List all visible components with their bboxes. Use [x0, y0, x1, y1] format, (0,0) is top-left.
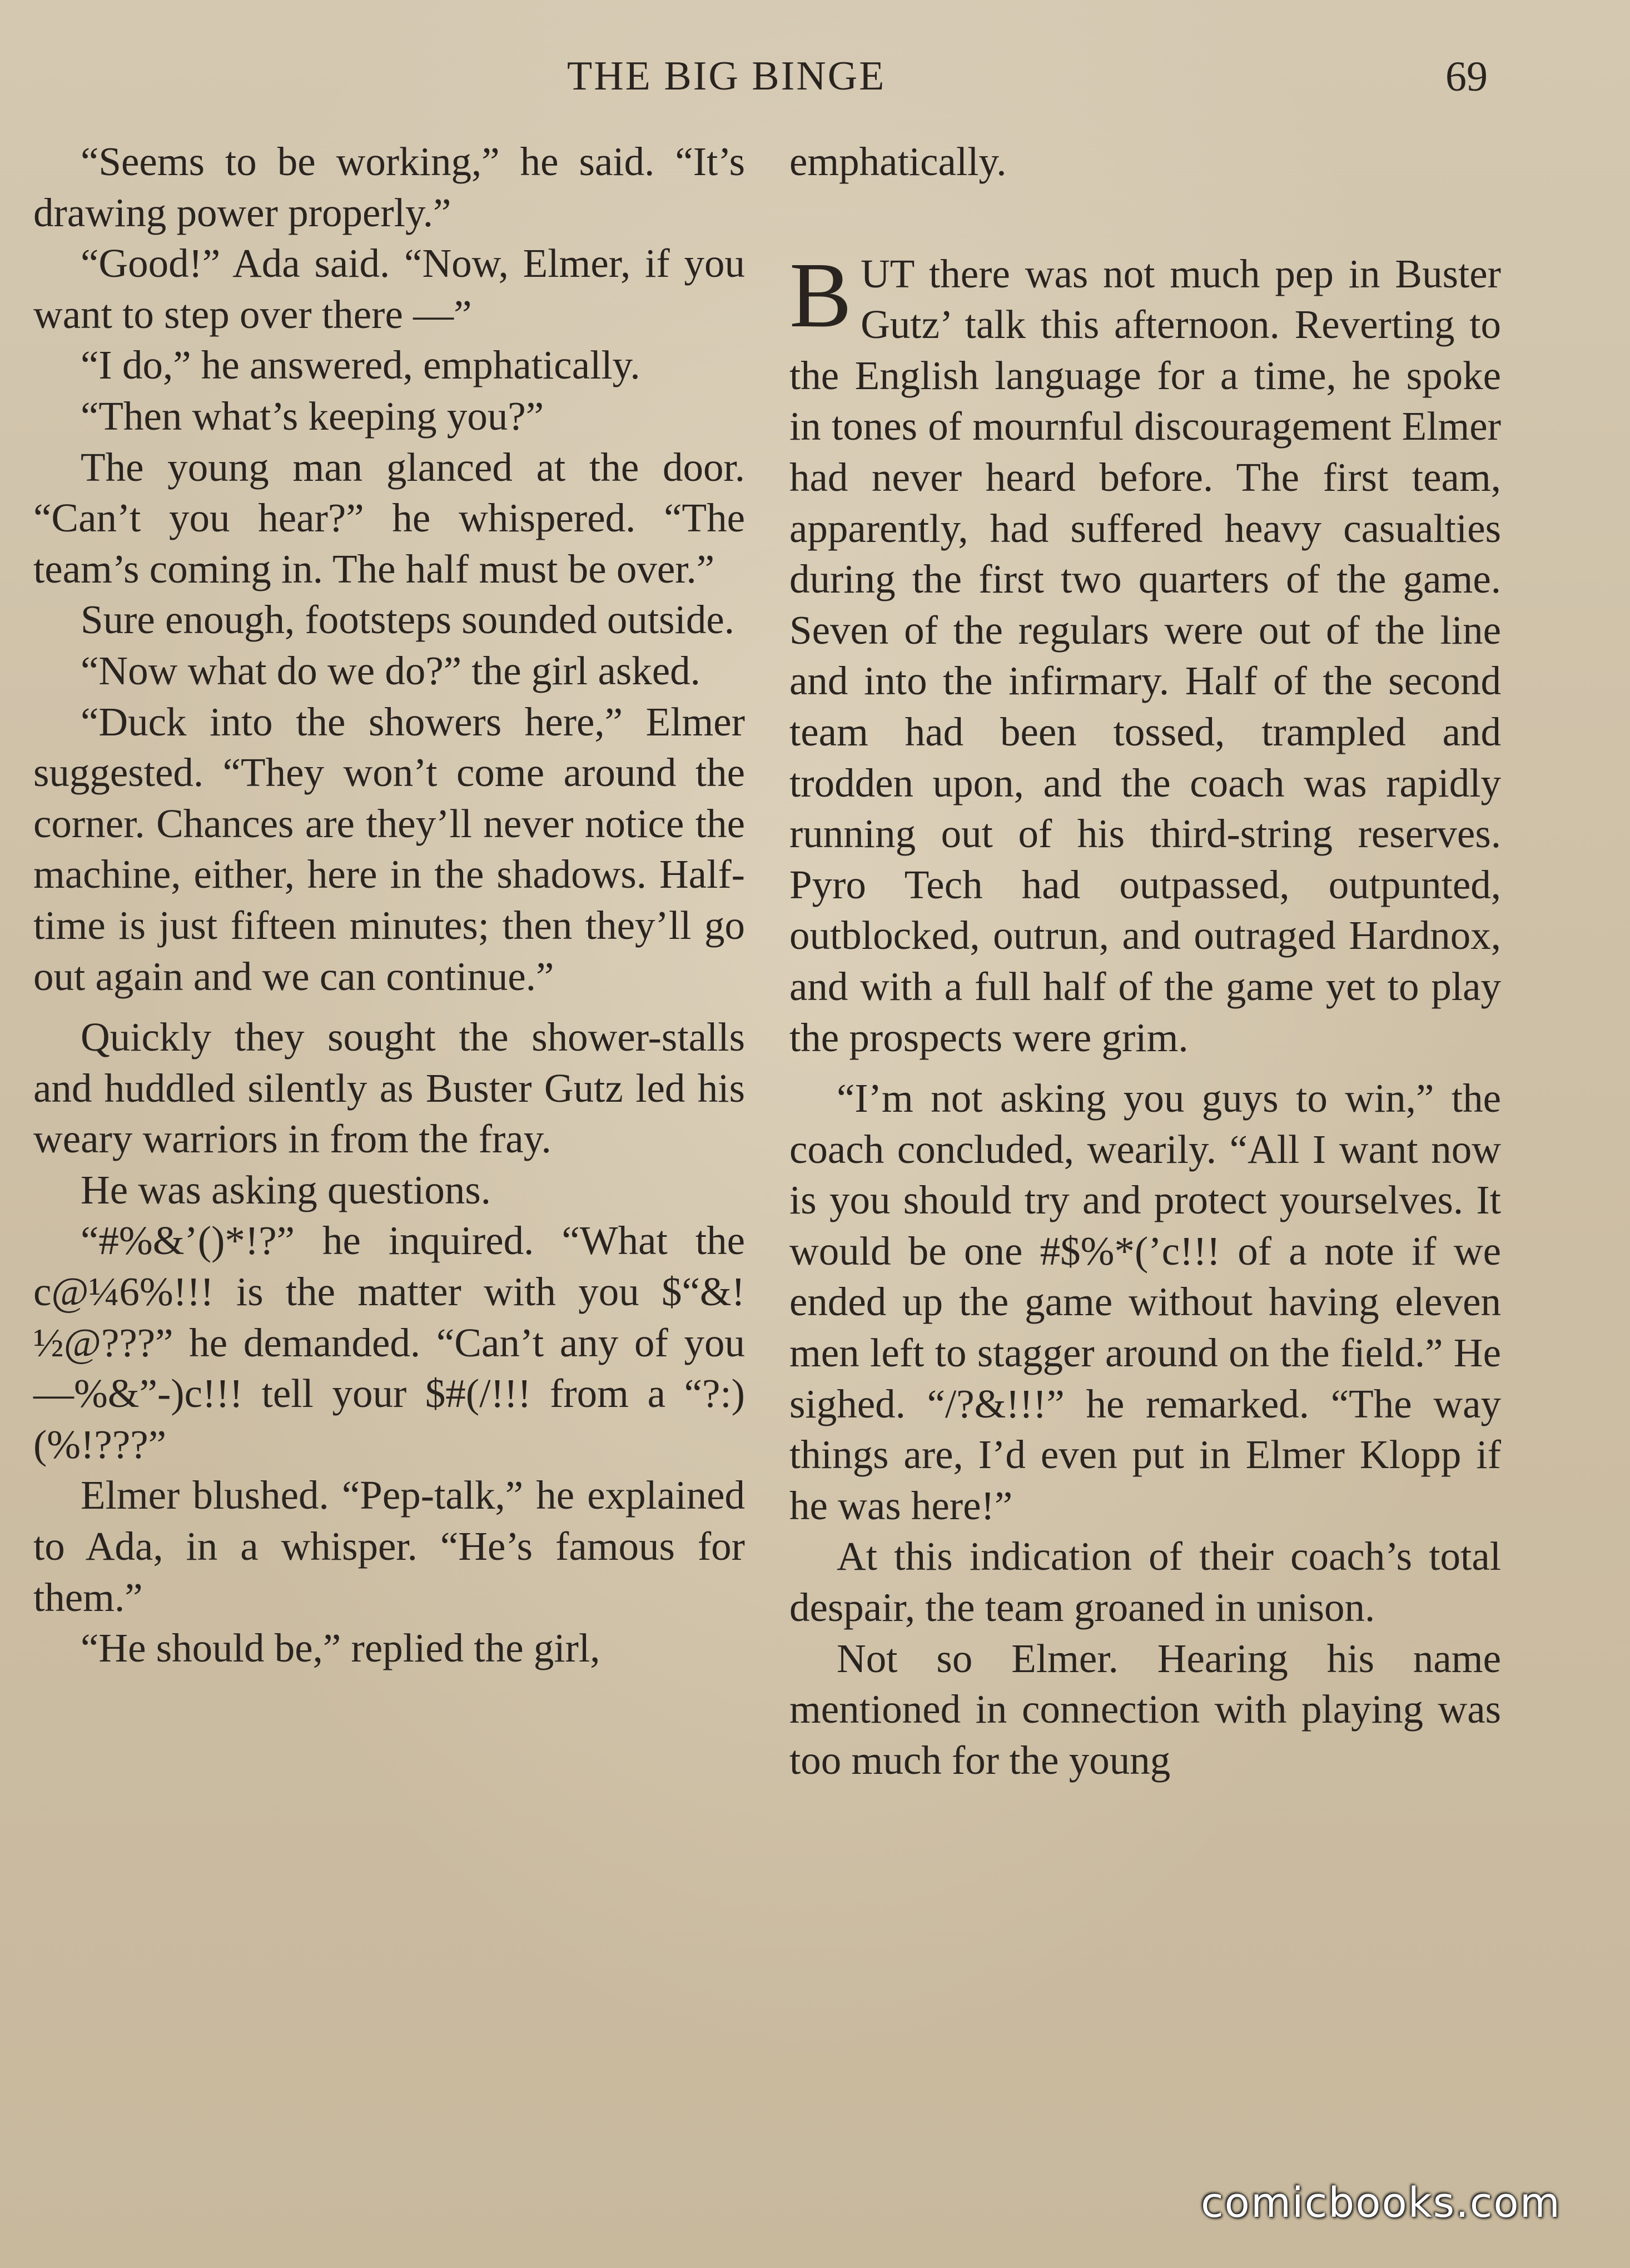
paragraph: “He should be,” replied the girl, — [81, 1625, 600, 1671]
paragraph-continuation: emphatically. — [789, 139, 1007, 184]
section-opening-text: UT there was not much pep in Buster Gutz’ talk this afternoon. Reverting to the English language for a time, he spoke in tones of mournful discouragement Elmer had never heard before. The first team, apparently, had suffered heavy casualties during the first two quarters of the game. Seven of the regulars were out of the line and into the infirmary. Half of the second team had been tossed, trampled and trodden upon, and the coach was rapidly running out of his third-string reserves. Pyro Tech had outpassed, outpunted, outblocked, outrun, and outraged Hardnox, and with a full half of the game yet to play the prospects were grim. — [789, 251, 1501, 1060]
right-column — [789, 136, 1501, 1785]
paragraph: Sure enough, footsteps sounded outside. — [81, 597, 734, 643]
paragraph: “Seems to be working,” he said. “It’s drawing power properly.” — [33, 139, 745, 235]
paragraph: “I do,” he answered, emphatically. — [81, 342, 640, 388]
page-number: 69 — [1445, 53, 1488, 100]
paragraph: “Good!” Ada said. “Now, Elmer, if you want to step over there —” — [33, 241, 745, 337]
running-title: THE BIG BINGE — [567, 53, 886, 99]
drop-cap: B — [789, 243, 852, 347]
paragraph: Elmer blushed. “Pep-talk,” he explained to Ada, in a whisper. “He’s famous for them.” — [33, 1473, 745, 1620]
paragraph: “Duck into the showers here,” Elmer suggested. “They won’t come around the corner. Chances are they’ll never notice the machine, either, here in the shadows. Half-time is just fifteen minutes; then they’ll go out again and we can continue.” — [33, 699, 745, 999]
paragraph: “#%&’()*!?” he inquired. “What the c@¼6%!!! is the matter with you $“&!½@???” he demanded. “Can’t any of you —%&”-)c!!! tell your $#(/!!! from a “?:) (%!???” — [33, 1218, 745, 1467]
running-head — [0, 53, 1630, 114]
paragraph: “Then what’s keeping you?” — [81, 393, 544, 439]
left-column — [33, 136, 745, 1674]
paragraph: “I’m not asking you guys to win,” the coach concluded, wearily. “All I want now is you should try and protect yourselves. It would be one #$%*(’c!!! of a note if we ended up the game without having eleven men left to stagger around on the field.” He sighed. “/?&!!!” he remarked. “The way things are, I’d even put in Elmer Klopp if he was here!” — [789, 1076, 1501, 1528]
paragraph: “Now what do we do?” the girl asked. — [81, 648, 700, 693]
section-opening-paragraph — [789, 243, 1501, 1063]
paragraph: He was asking questions. — [81, 1167, 491, 1212]
paragraph: The young man glanced at the door. “Can’t you hear?” he whispered. “The team’s coming in. The half must be over.” — [33, 444, 745, 591]
paragraph: Quickly they sought the shower-stalls and huddled silently as Buster Gutz led his weary warriors in from the fray. — [33, 1014, 745, 1162]
paragraph: Not so Elmer. Hearing his name mentioned in connection with playing was too much for the young — [789, 1635, 1501, 1783]
paragraph: At this indication of their coach’s total despair, the team groaned in unison. — [789, 1534, 1501, 1630]
site-watermark: comicbooks.com — [1201, 2179, 1561, 2227]
